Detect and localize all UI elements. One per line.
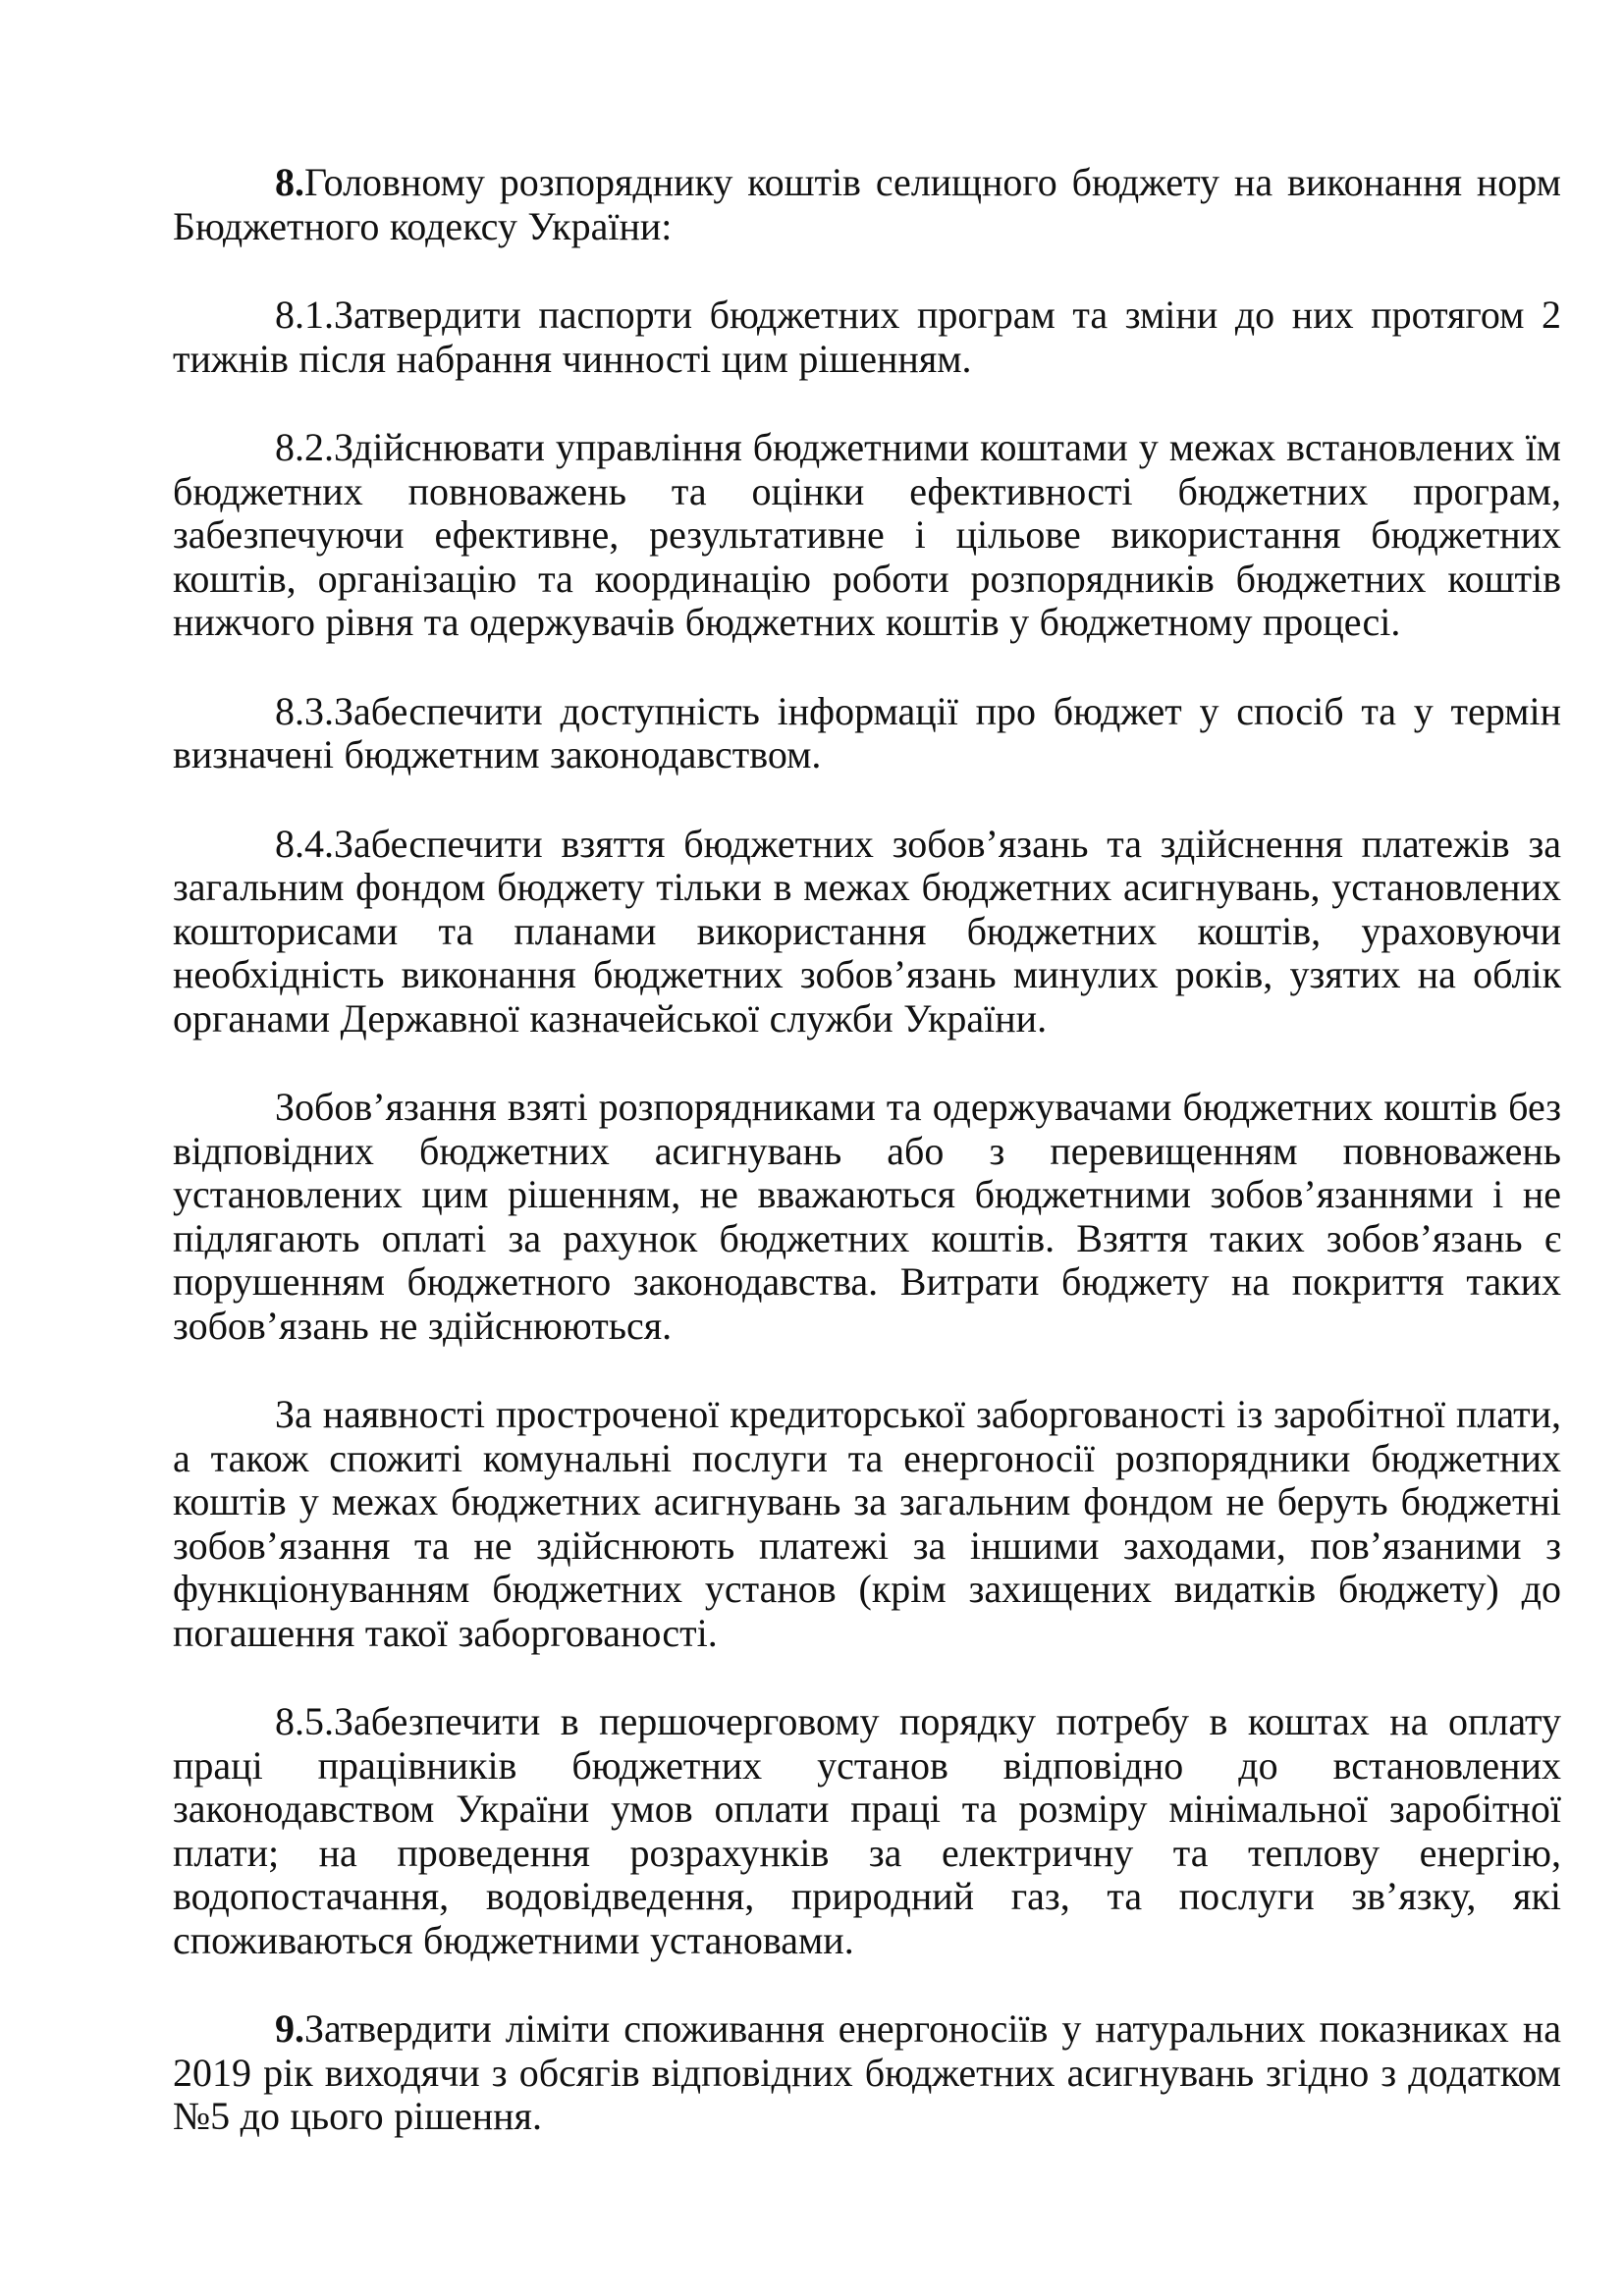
paragraph-text: За наявності простроченої кредиторської заборгованості із заробітної плати, а також спожиті комунальні послуги та енергоносії розпорядники бюджетних коштів у межах бюджетних асигнувань за загальним фондом не беруть бюджетні зобов’язання та не здійснюють платежі за іншими заходами, пов’язаними з функціонуванням бюджетних установ (крім захищених видатків бюджету) до погашення такої заборгованості. — [173, 1392, 1561, 1655]
paragraph-arrears — [173, 1393, 1561, 1655]
paragraph-text: 8.4.Забеспечити взяття бюджетних зобов’язань та здійснення платежів за загальним фондом бюджету тільки в межах бюджетних асигнувань, установлених кошторисами та планами використання бюджетних коштів, ураховуючи необхідність виконання бюджетних зобов’язань минулих років, узятих на облік органами Державної казначейської служби України. — [173, 821, 1561, 1041]
paragraph-text: 8.5.Забезпечити в першочерговому порядку потребу в коштах на оплату праці працівників бюджетних установ відповідно до встановлених законодавством України умов оплати праці та розміру мінімальної заробітної плати; на проведення розрахунків за електричну та теплову енергію, водопостачання, водовідведення, природний газ, та послуги зв’язку, які споживаються бюджетними установами. — [173, 1699, 1561, 1962]
paragraph-9 — [173, 2007, 1561, 2139]
paragraph-text: Затвердити ліміти споживання енергоносіїв у натуральних показниках на 2019 рік виходячи з обсягів відповідних бюджетних асигнувань згідно з додатком №5 до цього рішення. — [173, 2006, 1561, 2138]
paragraph-8-1 — [173, 294, 1561, 381]
paragraph-number: 9. — [275, 2006, 304, 2051]
paragraph-8-3 — [173, 690, 1561, 777]
paragraph-8-5 — [173, 1700, 1561, 1962]
paragraph-text: 8.1.Затвердити паспорти бюджетних програм та зміни до них протягом 2 тижнів після набрання чинності цим рішенням. — [173, 293, 1561, 381]
paragraph-8 — [173, 161, 1561, 248]
paragraph-text: 8.2.Здійснювати управління бюджетними коштами у межах встановлених їм бюджетних повноважень та оцінки ефективності бюджетних програм, забезпечуючи ефективне, результативне і цільове використання бюджетних коштів, організацію та координацію роботи розпорядників бюджетних коштів нижчого рівня та одержувачів бюджетних коштів у бюджетному процесі. — [173, 425, 1561, 644]
paragraph-text: 8.3.Забеспечити доступність інформації про бюджет у спосіб та у термін визначені бюджетним законодавством. — [173, 688, 1561, 776]
document-body — [173, 161, 1561, 2184]
paragraph-obligations — [173, 1086, 1561, 1348]
paragraph-8-4 — [173, 823, 1561, 1041]
paragraph-8-2 — [173, 426, 1561, 645]
paragraph-text: Зобов’язання взяті розпорядниками та одержувачами бюджетних коштів без відповідних бюджетних асигнувань або з перевищенням повноважень установлених цим рішенням, не вважаються бюджетними зобов’язаннями і не підлягають оплаті за рахунок бюджетних коштів. Взяття таких зобов’язань є порушенням бюджетного законодавства. Витрати бюджету на покриття таких зобов’язань не здійснюються. — [173, 1085, 1561, 1348]
paragraph-number: 8. — [275, 160, 304, 204]
paragraph-text: Головному розпоряднику коштів селищного бюджету на виконання норм Бюджетного кодексу України: — [173, 160, 1561, 248]
